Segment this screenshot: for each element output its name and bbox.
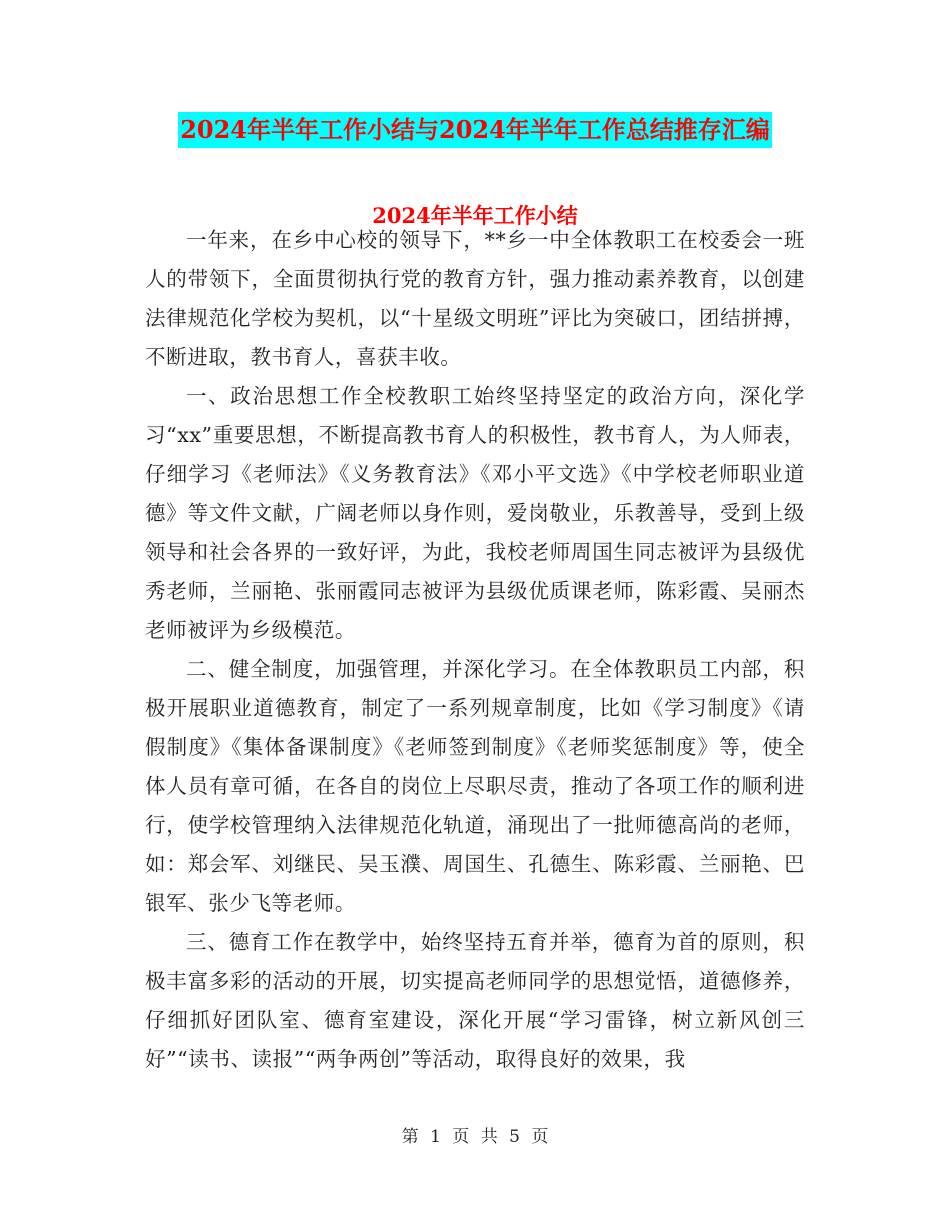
page-footer: 第 1 页 共 5 页 — [401, 1127, 549, 1147]
paragraph-political-work: 一、政治思想工作全校教职工始终坚持坚定的政治方向，深化学习“xx”重要思想，不断提高教书育人的积极性，教书育人，为人师表，仔细学习《老师法》《义务教育法》《邓小平文选》《中学校老师职业道德》等文件文献，广阔老师以身作则，爱岗敬业，乐教善导，受到上级领导和社会各界的一致好评，为此，我校老师周国生同志被评为县级优秀老师，兰丽艳、张丽霞同志被评为县级优质课老师，陈彩霞、吴丽杰老师被评为乡级模范。 — [145, 384, 805, 642]
paragraph-management: 二、健全制度，加强管理，并深化学习。在全体教职员工内部，积极开展职业道德教育，制定了一系列规章制度，比如《学习制度》《请假制度》《集体备课制度》《老师签到制度》《老师奖惩制度》等，使全体人员有章可循，在各自的岗位上尽职尽责，推动了各项工作的顺利进行，使学校管理纳入法律规范化轨道，涌现出了一批师德高尚的老师，如：郑会军、刘继民、吴玉濮、周国生、孔德生、陈彩霞、兰丽艳、巴银军、张少飞等老师。 — [145, 657, 805, 915]
main-title: 2024年半年工作小结与2024年半年工作总结推存汇编 — [178, 112, 772, 148]
paragraph-moral-education: 三、德育工作在教学中，始终坚持五育并举，德育为首的原则，积极丰富多彩的活动的开展，切实提高老师同学的思想觉悟，道德修养，仔细抓好团队室、德育室建设，深化开展“学习雷锋，树立新风创三好”“读书、读报”“两争两创”等活动，取得良好的效果，我 — [145, 930, 805, 1071]
main-title-container — [0, 112, 950, 148]
paragraph-intro: 一年来，在乡中心校的领导下，**乡一中全体教职工在校委会一班人的带领下，全面贯彻执行党的教育方针，强力推动素养教育，以创建法律规范化学校为契机，以“十星级文明班”评比为突破口，团结拼搏，不断进取，教书育人，喜获丰收。 — [145, 228, 805, 369]
section-title: 2024年半年工作小结 — [372, 203, 578, 228]
body-text — [145, 221, 805, 1079]
